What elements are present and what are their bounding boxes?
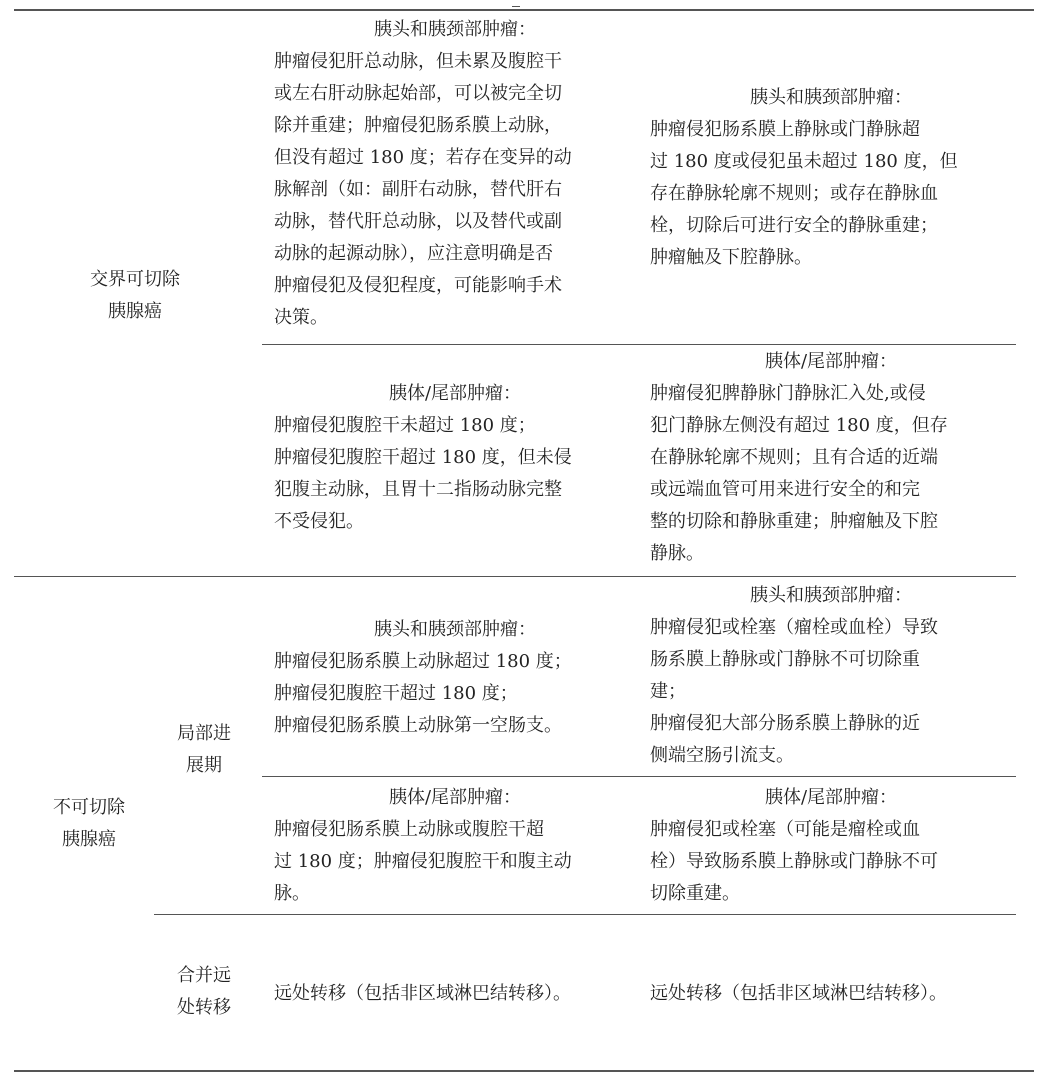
local-metastatic-rule [154, 914, 1016, 915]
page-top-mark [512, 0, 520, 7]
borderline-category-label: 交界可切除 胰腺癌 [90, 269, 180, 322]
metastatic-label: 合并远 处转移 [177, 965, 231, 1018]
borderline-inner-rule [262, 344, 1016, 345]
borderline-head-artery-cell: 胰头和胰颈部肿瘤： 肿瘤侵犯肝总动脉，但未累及腹腔干 或左右肝动脉起始部，可以被完全切 除并重建；肿瘤侵犯肠系膜上动脉， 但没有超过 180 度；若存在变异的动 脉解剖（如：副肝右动脉，替代肝右 动脉，替代肝总动脉，以及替代或副 动脉的起源动脉），应注意明确是否 肿瘤侵犯及侵犯程度，可能影响手术 决策。 [274, 14, 636, 334]
local-advanced-label: 局部进 展期 [177, 723, 231, 776]
cell-title: 胰体/尾部肿瘤： [388, 787, 522, 808]
cell-title: 胰头和胰颈部肿瘤： [750, 87, 912, 108]
borderline-head-vein-cell: 胰头和胰颈部肿瘤： 肿瘤侵犯肠系膜上静脉或门静脉超 过 180 度或侵犯虽未超过 180 度，但 存在静脉轮廓不规则；或存在静脉血 栓，切除后可进行安全的静脉重建； 肿瘤触及下腔静脉。 [650, 82, 1012, 274]
local-head-vein-cell: 胰头和胰颈部肿瘤： 肿瘤侵犯或栓塞（瘤栓或血栓）导致 肠系膜上静脉或门静脉不可切除重 建； 肿瘤侵犯大部分肠系膜上静脉的近 侧端空肠引流支。 [650, 580, 1012, 772]
cell-title: 胰头和胰颈部肿瘤： [374, 19, 536, 40]
unresectable-category-label: 不可切除 胰腺癌 [53, 797, 125, 850]
local-head-artery-cell: 胰头和胰颈部肿瘤： 肿瘤侵犯肠系膜上动脉超过 180 度； 肿瘤侵犯腹腔干超过 180 度； 肿瘤侵犯肠系膜上动脉第一空肠支。 [274, 614, 636, 742]
local-body-vein-cell: 胰体/尾部肿瘤： 肿瘤侵犯或栓塞（可能是瘤栓或血 栓）导致肠系膜上静脉或门静脉不可 切除重建。 [650, 782, 1012, 910]
section-divider-rule [14, 576, 1016, 577]
metastatic-artery-cell: 远处转移（包括非区域淋巴结转移）。 [274, 983, 571, 1004]
cell-title: 胰体/尾部肿瘤： [764, 787, 898, 808]
cell-title: 胰体/尾部肿瘤： [388, 383, 522, 404]
local-inner-rule [262, 776, 1016, 777]
metastatic-vein-cell: 远处转移（包括非区域淋巴结转移）。 [650, 983, 947, 1004]
cell-title: 胰头和胰颈部肿瘤： [374, 619, 536, 640]
table-top-rule [14, 9, 1034, 11]
local-body-artery-cell: 胰体/尾部肿瘤： 肿瘤侵犯肠系膜上动脉或腹腔干超 过 180 度；肿瘤侵犯腹腔干和腹主动 脉。 [274, 782, 636, 910]
cell-title: 胰头和胰颈部肿瘤： [750, 585, 912, 606]
borderline-body-artery-cell: 胰体/尾部肿瘤： 肿瘤侵犯腹腔干未超过 180 度； 肿瘤侵犯腹腔干超过 180 度，但未侵 犯腹主动脉，且胃十二指肠动脉完整 不受侵犯。 [274, 378, 636, 538]
borderline-body-vein-cell: 胰体/尾部肿瘤： 肿瘤侵犯脾静脉门静脉汇入处,或侵 犯门静脉左侧没有超过 180 度，但存 在静脉轮廓不规则；且有合适的近端 或远端血管可用来进行安全的和完 整的切除和静脉重建；肿瘤触及下腔 静脉。 [650, 346, 1012, 570]
table-bottom-rule [14, 1070, 1034, 1072]
cell-title: 胰体/尾部肿瘤： [764, 351, 898, 372]
